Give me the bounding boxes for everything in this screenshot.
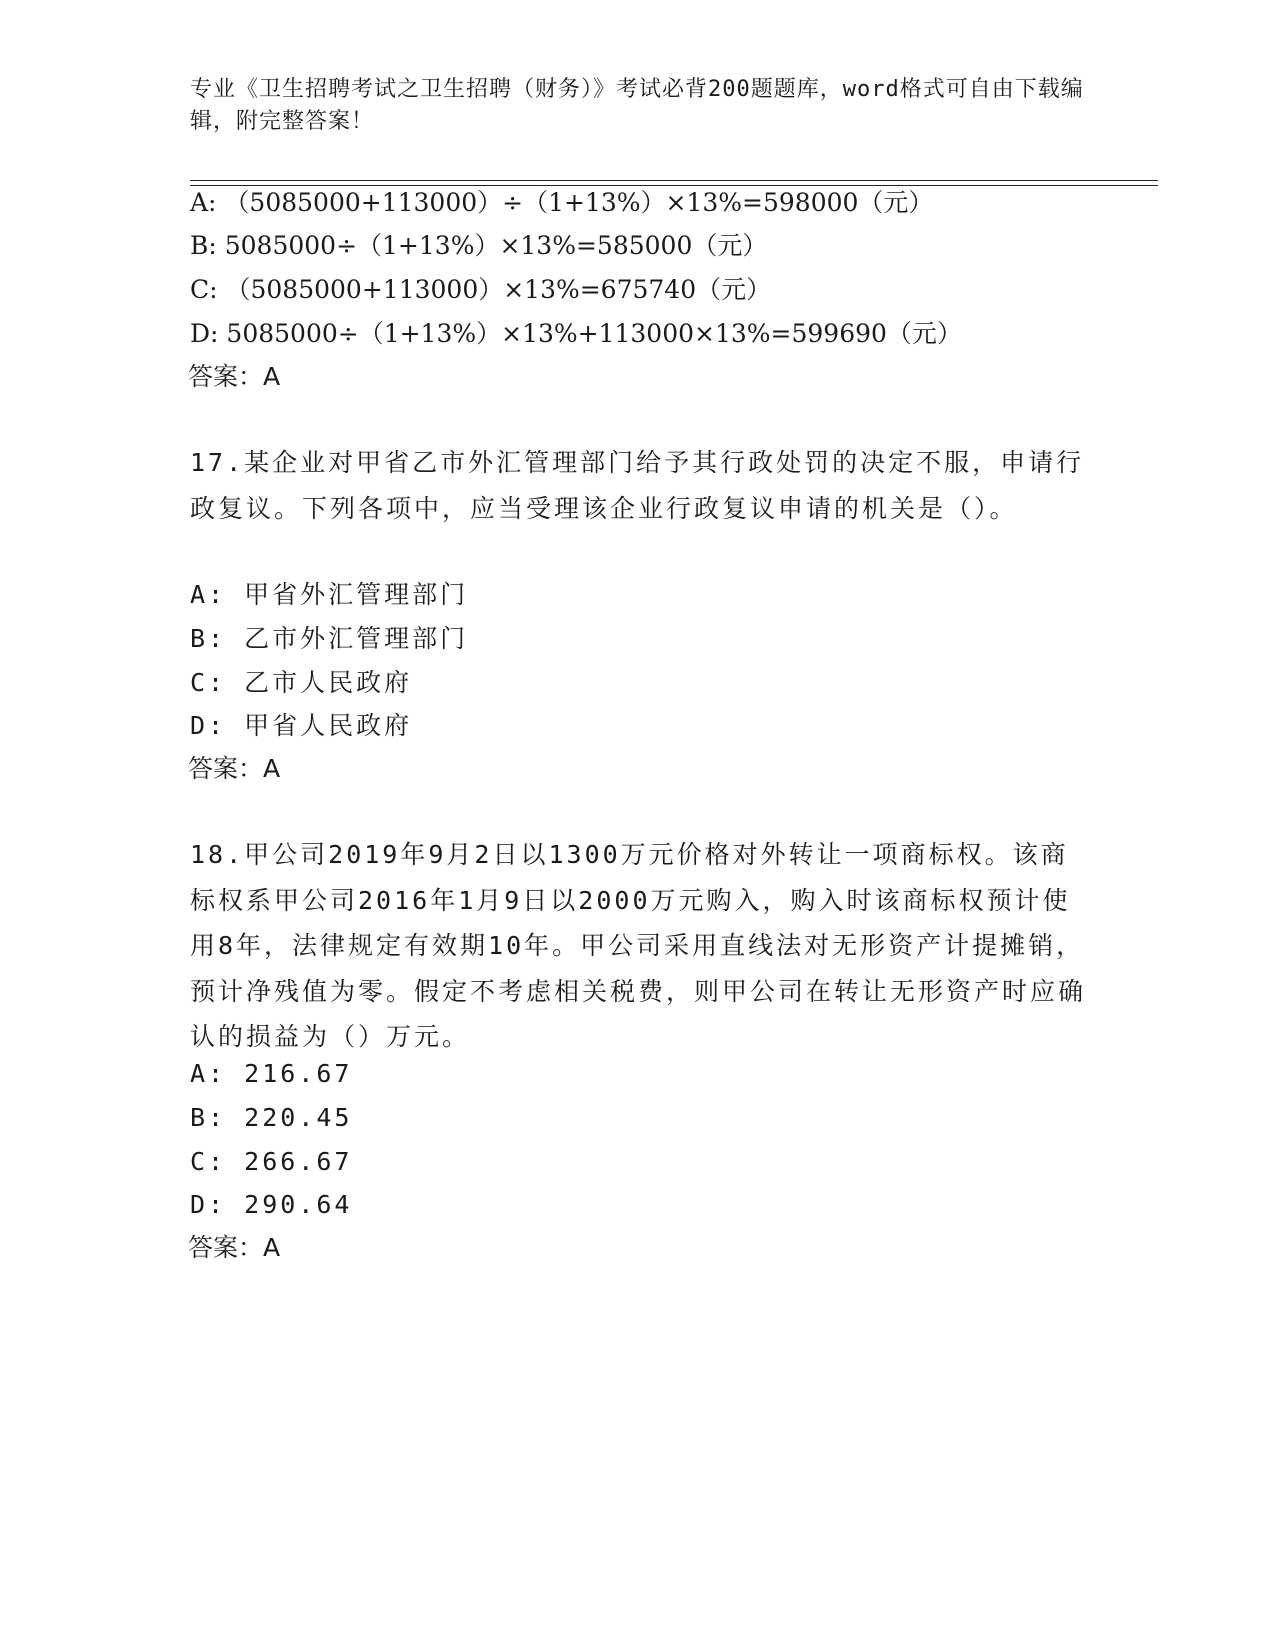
- q16-option-c: C: （5085000+113000）×13%=675740（元）: [190, 275, 772, 304]
- q18-option-a: A: 216.67: [190, 1059, 353, 1088]
- q17-option-a: A: 甲省外汇管理部门: [190, 580, 469, 609]
- q17-question: 17.某企业对甲省乙市外汇管理部门给予其行政处罚的决定不服，申请行政复议。下列各项中，应当受理该企业行政复议申请的机关是（）。: [190, 448, 1085, 523]
- q18-question: 18.甲公司2019年9月2日以1300万元价格对外转让一项商标权。该商标权系甲公司2016年1月9日以2000万元购入，购入时该商标权预计使用8年，法律规定有效期10年。甲公司采用直线法对无形资产计提摊销，预计净残值为零。假定不考虑相关税费，则甲公司在转让无形资产时应确认的损益为（）万元。: [190, 840, 1087, 1051]
- q18-answer: 答案：A: [188, 1233, 281, 1262]
- document-header: 专业《卫生招聘考试之卫生招聘（财务）》考试必背200题题库，word格式可自由下载编辑，附完整答案！: [190, 77, 1084, 134]
- q16-option-a: A: （5085000+113000）÷（1+13%）×13%=598000（元）: [190, 188, 934, 217]
- q18-option-d: D: 290.64: [190, 1190, 353, 1219]
- q17-answer: 答案：A: [188, 754, 281, 783]
- q16-option-d: D: 5085000÷（1+13%）×13%+113000×13%=599690（元）: [190, 319, 962, 348]
- q17-option-d: D: 甲省人民政府: [190, 711, 413, 740]
- q18-option-c: C: 266.67: [190, 1147, 353, 1176]
- q16-answer: 答案：A: [188, 362, 281, 391]
- q17-option-b: B: 乙市外汇管理部门: [190, 624, 469, 653]
- header-rule-top: [190, 180, 1158, 181]
- q17-option-c: C: 乙市人民政府: [190, 668, 413, 697]
- header-rule-bottom: [190, 185, 1158, 186]
- q16-option-b: B: 5085000÷（1+13%）×13%=585000（元）: [190, 231, 768, 260]
- q18-option-b: B: 220.45: [190, 1103, 353, 1132]
